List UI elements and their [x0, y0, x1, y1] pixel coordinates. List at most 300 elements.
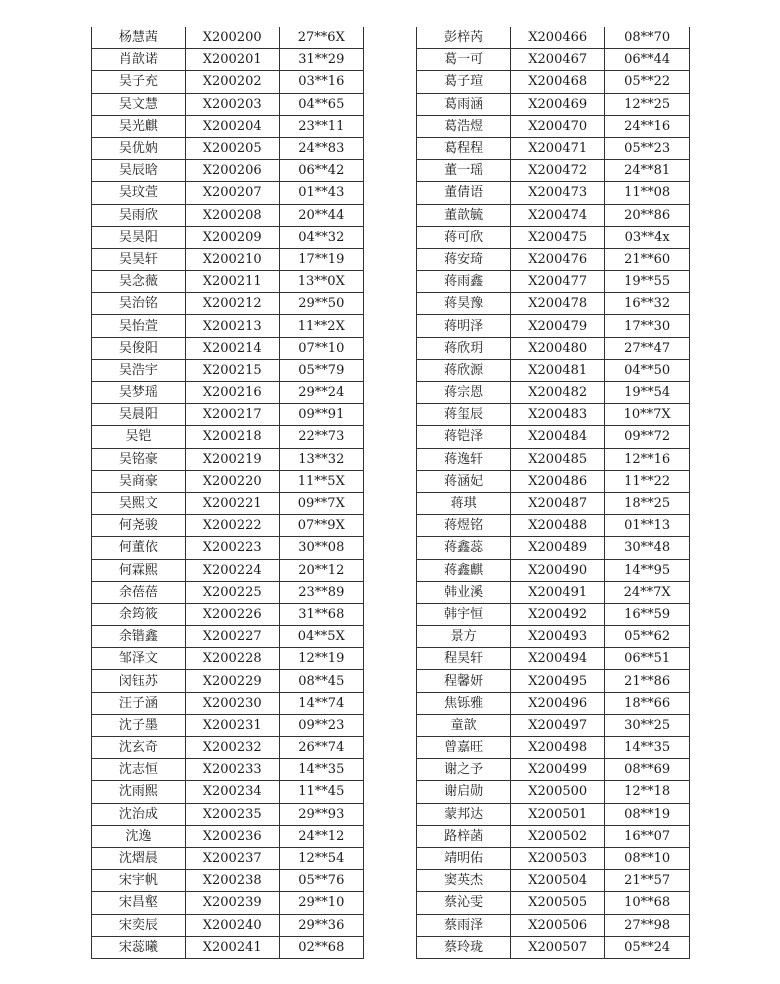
masked-code-cell: 24**81 [605, 160, 690, 182]
table-row [417, 759, 690, 781]
masked-code-cell: 10**7X [605, 404, 690, 426]
masked-code-cell: 08**69 [605, 759, 690, 781]
masked-code-cell: 14**95 [605, 559, 690, 581]
table-row [417, 93, 690, 115]
table-row [92, 781, 364, 803]
student-id-cell: X200218 [185, 426, 279, 448]
student-id-cell: X200504 [511, 870, 605, 892]
student-id-cell: X200507 [511, 936, 605, 958]
table-row [92, 825, 364, 847]
student-id-cell: X200471 [511, 137, 605, 159]
masked-code-cell: 30**08 [279, 537, 363, 559]
table-row [417, 137, 690, 159]
student-name-cell: 葛子瑄 [417, 71, 511, 93]
student-name-cell: 蒋明泽 [417, 315, 511, 337]
masked-code-cell: 29**10 [279, 892, 363, 914]
table-row [417, 515, 690, 537]
student-name-cell: 何董依 [92, 537, 186, 559]
student-id-cell: X200200 [185, 27, 279, 49]
student-id-cell: X200491 [511, 581, 605, 603]
student-name-cell: 余蓓蓓 [92, 581, 186, 603]
table-row [417, 714, 690, 736]
table-row [417, 49, 690, 71]
masked-code-cell: 08**45 [279, 670, 363, 692]
masked-code-cell: 23**11 [279, 115, 363, 137]
masked-code-cell: 14**74 [279, 692, 363, 714]
masked-code-cell: 08**10 [605, 847, 690, 869]
table-row [417, 448, 690, 470]
table-row [92, 160, 364, 182]
student-name-cell: 吴昊轩 [92, 248, 186, 270]
masked-code-cell: 29**93 [279, 803, 363, 825]
table-row [92, 137, 364, 159]
student-name-cell: 吴梦瑶 [92, 382, 186, 404]
masked-code-cell: 17**30 [605, 315, 690, 337]
masked-code-cell: 10**68 [605, 892, 690, 914]
student-id-cell: X200207 [185, 182, 279, 204]
table-row [92, 182, 364, 204]
student-name-cell: 蒋鑫麒 [417, 559, 511, 581]
student-name-cell: 谢之予 [417, 759, 511, 781]
student-id-cell: X200208 [185, 204, 279, 226]
student-id-cell: X200477 [511, 271, 605, 293]
table-row [417, 115, 690, 137]
table-row [417, 359, 690, 381]
masked-code-cell: 29**36 [279, 914, 363, 936]
student-id-cell: X200468 [511, 71, 605, 93]
student-name-cell: 蒋欣源 [417, 359, 511, 381]
student-id-cell: X200474 [511, 204, 605, 226]
student-id-cell: X200230 [185, 692, 279, 714]
student-name-cell: 宋宇帆 [92, 870, 186, 892]
table-row [417, 692, 690, 714]
table-row [417, 537, 690, 559]
student-id-cell: X200233 [185, 759, 279, 781]
table-row [417, 914, 690, 936]
student-id-cell: X200214 [185, 337, 279, 359]
table-row [417, 204, 690, 226]
masked-code-cell: 18**66 [605, 692, 690, 714]
student-id-cell: X200469 [511, 93, 605, 115]
student-name-cell: 汪子涵 [92, 692, 186, 714]
table-row [417, 825, 690, 847]
table-row [92, 226, 364, 248]
masked-code-cell: 03**4x [605, 226, 690, 248]
student-name-cell: 蒋宗恩 [417, 382, 511, 404]
student-name-cell: 彭梓芮 [417, 27, 511, 49]
table-row [92, 248, 364, 270]
student-name-cell: 吴怡萱 [92, 315, 186, 337]
table-row [417, 626, 690, 648]
student-name-cell: 葛雨涵 [417, 93, 511, 115]
masked-code-cell: 21**86 [605, 670, 690, 692]
student-id-cell: X200495 [511, 670, 605, 692]
table-row [92, 759, 364, 781]
table-row [92, 337, 364, 359]
table-row [417, 892, 690, 914]
student-name-cell: 蔡沁雯 [417, 892, 511, 914]
student-name-cell: 何尧骏 [92, 515, 186, 537]
table-row [92, 581, 364, 603]
student-name-cell: 宋奕辰 [92, 914, 186, 936]
table-row [417, 936, 690, 958]
masked-code-cell: 29**50 [279, 293, 363, 315]
table-row [417, 847, 690, 869]
student-id-cell: X200232 [185, 737, 279, 759]
student-id-cell: X200484 [511, 426, 605, 448]
student-id-cell: X200228 [185, 648, 279, 670]
student-name-cell: 窦英杰 [417, 870, 511, 892]
student-id-cell: X200212 [185, 293, 279, 315]
student-id-cell: X200502 [511, 825, 605, 847]
masked-code-cell: 24**16 [605, 115, 690, 137]
masked-code-cell: 11**5X [279, 470, 363, 492]
masked-code-cell: 20**44 [279, 204, 363, 226]
table-row [92, 648, 364, 670]
student-id-cell: X200498 [511, 737, 605, 759]
table-row [92, 870, 364, 892]
table-row [92, 404, 364, 426]
masked-code-cell: 04**32 [279, 226, 363, 248]
student-name-cell: 董一瑶 [417, 160, 511, 182]
table-row [92, 626, 364, 648]
table-row [92, 49, 364, 71]
student-name-cell: 余锴鑫 [92, 626, 186, 648]
student-id-cell: X200234 [185, 781, 279, 803]
student-name-cell: 葛浩煜 [417, 115, 511, 137]
student-id-cell: X200240 [185, 914, 279, 936]
student-name-cell: 焦铄雅 [417, 692, 511, 714]
masked-code-cell: 13**32 [279, 448, 363, 470]
masked-code-cell: 11**2X [279, 315, 363, 337]
student-id-cell: X200217 [185, 404, 279, 426]
table-row [417, 315, 690, 337]
student-id-cell: X200487 [511, 492, 605, 514]
student-id-cell: X200215 [185, 359, 279, 381]
masked-code-cell: 12**54 [279, 847, 363, 869]
masked-code-cell: 02**68 [279, 936, 363, 958]
student-id-cell: X200210 [185, 248, 279, 270]
student-id-cell: X200226 [185, 603, 279, 625]
student-id-cell: X200227 [185, 626, 279, 648]
student-id-cell: X200480 [511, 337, 605, 359]
student-id-cell: X200238 [185, 870, 279, 892]
student-id-cell: X200488 [511, 515, 605, 537]
student-name-cell: 沈玄奇 [92, 737, 186, 759]
masked-code-cell: 05**23 [605, 137, 690, 159]
student-id-cell: X200229 [185, 670, 279, 692]
student-id-cell: X200466 [511, 27, 605, 49]
table-row [417, 870, 690, 892]
table-row [417, 271, 690, 293]
table-row [92, 914, 364, 936]
student-name-cell: 蒋雨鑫 [417, 271, 511, 293]
table-row [92, 293, 364, 315]
student-name-cell: 沈志恒 [92, 759, 186, 781]
roster-table-left [91, 27, 364, 959]
student-id-cell: X200483 [511, 404, 605, 426]
student-name-cell: 沈逸 [92, 825, 186, 847]
student-name-cell: 何霖熙 [92, 559, 186, 581]
masked-code-cell: 12**16 [605, 448, 690, 470]
table-row [92, 670, 364, 692]
masked-code-cell: 30**48 [605, 537, 690, 559]
student-name-cell: 吴玟萱 [92, 182, 186, 204]
masked-code-cell: 27**6X [279, 27, 363, 49]
masked-code-cell: 05**62 [605, 626, 690, 648]
masked-code-cell: 06**44 [605, 49, 690, 71]
table-row [417, 470, 690, 492]
student-id-cell: X200497 [511, 714, 605, 736]
student-name-cell: 沈熠晨 [92, 847, 186, 869]
student-name-cell: 宋昌壑 [92, 892, 186, 914]
masked-code-cell: 11**08 [605, 182, 690, 204]
masked-code-cell: 05**22 [605, 71, 690, 93]
table-row [417, 337, 690, 359]
masked-code-cell: 29**24 [279, 382, 363, 404]
student-id-cell: X200231 [185, 714, 279, 736]
student-id-cell: X200204 [185, 115, 279, 137]
student-name-cell: 宋蕊曦 [92, 936, 186, 958]
masked-code-cell: 01**13 [605, 515, 690, 537]
masked-code-cell: 05**79 [279, 359, 363, 381]
masked-code-cell: 07**9X [279, 515, 363, 537]
table-row [417, 160, 690, 182]
student-id-cell: X200223 [185, 537, 279, 559]
student-name-cell: 靖明佑 [417, 847, 511, 869]
table-row [92, 737, 364, 759]
masked-code-cell: 21**60 [605, 248, 690, 270]
table-row [92, 93, 364, 115]
student-id-cell: X200496 [511, 692, 605, 714]
table-row [92, 470, 364, 492]
student-id-cell: X200494 [511, 648, 605, 670]
student-name-cell: 吴铭豪 [92, 448, 186, 470]
student-id-cell: X200479 [511, 315, 605, 337]
table-row [417, 382, 690, 404]
student-id-cell: X200481 [511, 359, 605, 381]
student-name-cell: 吴铠 [92, 426, 186, 448]
table-row [417, 248, 690, 270]
table-row [92, 692, 364, 714]
roster-table-body [417, 27, 690, 958]
table-row [92, 204, 364, 226]
student-id-cell: X200485 [511, 448, 605, 470]
student-id-cell: X200473 [511, 182, 605, 204]
student-id-cell: X200241 [185, 936, 279, 958]
student-name-cell: 邹泽文 [92, 648, 186, 670]
student-name-cell: 吴光麒 [92, 115, 186, 137]
student-name-cell: 吴念薇 [92, 271, 186, 293]
student-id-cell: X200506 [511, 914, 605, 936]
student-name-cell: 蒋铠泽 [417, 426, 511, 448]
masked-code-cell: 18**25 [605, 492, 690, 514]
masked-code-cell: 12**19 [279, 648, 363, 670]
masked-code-cell: 19**55 [605, 271, 690, 293]
table-row [417, 670, 690, 692]
table-row [92, 603, 364, 625]
masked-code-cell: 12**18 [605, 781, 690, 803]
student-id-cell: X200499 [511, 759, 605, 781]
student-id-cell: X200472 [511, 160, 605, 182]
student-name-cell: 肖歆诺 [92, 49, 186, 71]
table-row [417, 426, 690, 448]
student-name-cell: 吴优妠 [92, 137, 186, 159]
table-row [417, 27, 690, 49]
table-row [417, 559, 690, 581]
student-id-cell: X200202 [185, 71, 279, 93]
table-row [92, 382, 364, 404]
table-row [92, 426, 364, 448]
table-row [92, 515, 364, 537]
student-id-cell: X200224 [185, 559, 279, 581]
table-row [92, 892, 364, 914]
masked-code-cell: 09**7X [279, 492, 363, 514]
masked-code-cell: 16**07 [605, 825, 690, 847]
student-name-cell: 程昊轩 [417, 648, 511, 670]
student-id-cell: X200211 [185, 271, 279, 293]
student-id-cell: X200220 [185, 470, 279, 492]
masked-code-cell: 09**23 [279, 714, 363, 736]
table-row [417, 781, 690, 803]
student-id-cell: X200206 [185, 160, 279, 182]
masked-code-cell: 05**76 [279, 870, 363, 892]
student-id-cell: X200225 [185, 581, 279, 603]
student-name-cell: 沈治成 [92, 803, 186, 825]
masked-code-cell: 31**68 [279, 603, 363, 625]
student-name-cell: 吴熙文 [92, 492, 186, 514]
student-id-cell: X200467 [511, 49, 605, 71]
table-row [92, 448, 364, 470]
student-name-cell: 吴文慧 [92, 93, 186, 115]
masked-code-cell: 22**73 [279, 426, 363, 448]
student-name-cell: 吴俊阳 [92, 337, 186, 359]
masked-code-cell: 14**35 [605, 737, 690, 759]
student-id-cell: X200201 [185, 49, 279, 71]
student-name-cell: 葛程程 [417, 137, 511, 159]
student-id-cell: X200205 [185, 137, 279, 159]
student-name-cell: 闵钰苏 [92, 670, 186, 692]
student-id-cell: X200493 [511, 626, 605, 648]
table-row [92, 271, 364, 293]
student-name-cell: 蒋涵妃 [417, 470, 511, 492]
table-row [92, 115, 364, 137]
student-name-cell: 吴昊阳 [92, 226, 186, 248]
table-row [417, 803, 690, 825]
table-row [417, 603, 690, 625]
table-row [417, 492, 690, 514]
student-name-cell: 蒋昊豫 [417, 293, 511, 315]
masked-code-cell: 06**42 [279, 160, 363, 182]
student-id-cell: X200482 [511, 382, 605, 404]
masked-code-cell: 13**0X [279, 271, 363, 293]
table-row [417, 581, 690, 603]
masked-code-cell: 31**29 [279, 49, 363, 71]
student-id-cell: X200219 [185, 448, 279, 470]
student-name-cell: 韩业溪 [417, 581, 511, 603]
student-name-cell: 蒋逸轩 [417, 448, 511, 470]
masked-code-cell: 06**51 [605, 648, 690, 670]
table-row [92, 315, 364, 337]
student-id-cell: X200209 [185, 226, 279, 248]
student-name-cell: 吴晨阳 [92, 404, 186, 426]
table-row [417, 648, 690, 670]
table-row [417, 404, 690, 426]
student-name-cell: 吴商豪 [92, 470, 186, 492]
student-name-cell: 董倩语 [417, 182, 511, 204]
masked-code-cell: 04**50 [605, 359, 690, 381]
student-name-cell: 韩宇恒 [417, 603, 511, 625]
masked-code-cell: 24**7X [605, 581, 690, 603]
student-name-cell: 蔡玲珑 [417, 936, 511, 958]
masked-code-cell: 05**24 [605, 936, 690, 958]
student-name-cell: 吴浩宇 [92, 359, 186, 381]
student-name-cell: 景方 [417, 626, 511, 648]
table-row [417, 293, 690, 315]
student-id-cell: X200489 [511, 537, 605, 559]
masked-code-cell: 23**89 [279, 581, 363, 603]
masked-code-cell: 04**5X [279, 626, 363, 648]
masked-code-cell: 24**12 [279, 825, 363, 847]
table-row [417, 737, 690, 759]
student-id-cell: X200236 [185, 825, 279, 847]
student-name-cell: 蒙邦达 [417, 803, 511, 825]
table-row [92, 714, 364, 736]
roster-table-right [416, 27, 690, 959]
masked-code-cell: 16**32 [605, 293, 690, 315]
table-row [92, 537, 364, 559]
student-id-cell: X200500 [511, 781, 605, 803]
masked-code-cell: 19**54 [605, 382, 690, 404]
student-name-cell: 蒋鑫蕊 [417, 537, 511, 559]
student-name-cell: 董歆毓 [417, 204, 511, 226]
student-id-cell: X200239 [185, 892, 279, 914]
masked-code-cell: 11**22 [605, 470, 690, 492]
student-name-cell: 蒋可欣 [417, 226, 511, 248]
student-id-cell: X200203 [185, 93, 279, 115]
student-id-cell: X200470 [511, 115, 605, 137]
student-name-cell: 蒋安琦 [417, 248, 511, 270]
student-id-cell: X200476 [511, 248, 605, 270]
masked-code-cell: 24**83 [279, 137, 363, 159]
student-id-cell: X200235 [185, 803, 279, 825]
student-id-cell: X200222 [185, 515, 279, 537]
student-name-cell: 蔡雨泽 [417, 914, 511, 936]
student-id-cell: X200490 [511, 559, 605, 581]
table-row [417, 71, 690, 93]
masked-code-cell: 17**19 [279, 248, 363, 270]
masked-code-cell: 20**12 [279, 559, 363, 581]
student-name-cell: 吴雨欣 [92, 204, 186, 226]
table-row [92, 559, 364, 581]
student-name-cell: 吴辰晗 [92, 160, 186, 182]
masked-code-cell: 27**98 [605, 914, 690, 936]
student-name-cell: 沈雨熙 [92, 781, 186, 803]
student-name-cell: 余筠筱 [92, 603, 186, 625]
student-id-cell: X200213 [185, 315, 279, 337]
student-name-cell: 蒋煜铭 [417, 515, 511, 537]
student-name-cell: 曾嘉旺 [417, 737, 511, 759]
student-name-cell: 葛一可 [417, 49, 511, 71]
student-name-cell: 谢启勋 [417, 781, 511, 803]
student-name-cell: 童歆 [417, 714, 511, 736]
student-name-cell: 路梓菡 [417, 825, 511, 847]
student-name-cell: 蒋琪 [417, 492, 511, 514]
student-name-cell: 杨慧茜 [92, 27, 186, 49]
table-row [92, 359, 364, 381]
table-row [92, 492, 364, 514]
student-id-cell: X200216 [185, 382, 279, 404]
